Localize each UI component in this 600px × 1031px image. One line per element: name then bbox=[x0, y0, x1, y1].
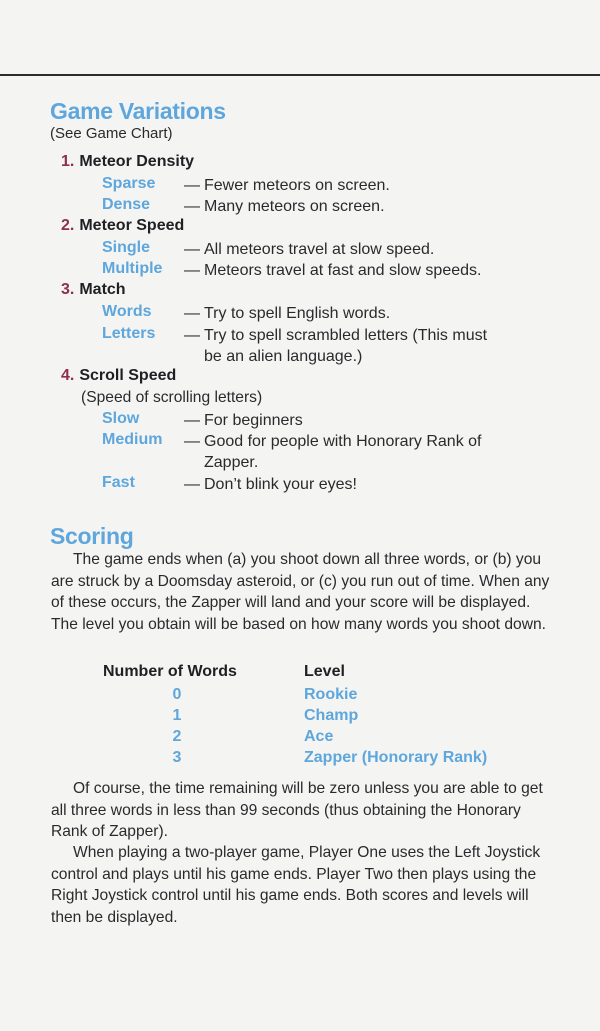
option-desc: — Fewer meteors on screen. bbox=[184, 177, 390, 194]
variation-heading-scroll-speed bbox=[61, 367, 176, 385]
variation-number: 3. bbox=[61, 281, 75, 298]
option-name: Multiple bbox=[102, 260, 163, 277]
table-cell-words: 0 bbox=[172, 686, 182, 703]
table-header-level: Level bbox=[304, 663, 345, 680]
variation-name: Meteor Density bbox=[79, 153, 195, 170]
top-divider bbox=[0, 74, 600, 76]
option-name: Letters bbox=[102, 325, 156, 342]
scoring-paragraph-3: When playing a two-player game, Player One uses the Left Joystick control and plays until his game ends. Player Two then plays using the Right Joystick control until his game ends. Both scores and levels will then be displayed. bbox=[51, 844, 541, 926]
option-desc: — For beginners bbox=[184, 412, 303, 429]
scoring-paragraph-2: Of course, the time remaining will be zero unless you are able to get all three words in less than 99 seconds (thus obtaining the Honorary Rank of Zapper). bbox=[51, 780, 543, 840]
variation-number: 1. bbox=[61, 153, 75, 170]
option-desc: — Meteors travel at fast and slow speeds. bbox=[184, 262, 482, 279]
option-name: Fast bbox=[102, 474, 135, 491]
option-name: Single bbox=[102, 239, 151, 256]
table-cell-level: Champ bbox=[304, 707, 359, 724]
option-name: Medium bbox=[102, 431, 163, 448]
variation-number: 2. bbox=[61, 217, 75, 234]
variation-number: 4. bbox=[61, 367, 75, 384]
game-variations-subtitle: (See Game Chart) bbox=[50, 125, 173, 142]
table-cell-words: 1 bbox=[172, 707, 182, 724]
variation-name: Match bbox=[79, 281, 126, 298]
option-name: Words bbox=[102, 303, 152, 320]
variation-name: Scroll Speed bbox=[79, 367, 177, 384]
option-desc: — Try to spell English words. bbox=[184, 305, 391, 322]
variation-name: Meteor Speed bbox=[79, 217, 185, 234]
table-cell-words: 3 bbox=[172, 749, 182, 766]
table-header-words: Number of Words bbox=[103, 663, 237, 680]
option-name: Sparse bbox=[102, 175, 156, 192]
option-name: Slow bbox=[102, 410, 140, 427]
option-desc: — Many meteors on screen. bbox=[184, 198, 385, 215]
table-cell-level: Rookie bbox=[304, 686, 358, 703]
variation-heading-match bbox=[61, 281, 126, 299]
scoring-paragraph-1: The game ends when (a) you shoot down all three words, or (b) you are struck by a Doomsday asteroid, or (c) you run out of time. When any of these occurs, the Zapper will land and your score will be displayed. The level you obtain will be based on how many words you shoot down. bbox=[51, 551, 550, 633]
scoring-title: Scoring bbox=[50, 523, 134, 549]
option-desc: — Don’t blink your eyes! bbox=[184, 476, 357, 493]
option-name: Dense bbox=[102, 196, 151, 213]
option-desc: — Good for people with Honorary Rank of Zapper. bbox=[184, 433, 482, 471]
option-desc: — All meteors travel at slow speed. bbox=[184, 241, 435, 258]
option-desc: — Try to spell scrambled letters (This must be an alien language.) bbox=[184, 327, 488, 365]
table-cell-level: Zapper (Honorary Rank) bbox=[304, 749, 488, 766]
variation-heading-meteor-density bbox=[61, 153, 194, 171]
table-cell-level: Ace bbox=[304, 728, 334, 745]
table-cell-words: 2 bbox=[172, 728, 182, 745]
scroll-speed-note: (Speed of scrolling letters) bbox=[81, 389, 263, 406]
variation-heading-meteor-speed bbox=[61, 217, 184, 235]
game-variations-title: Game Variations bbox=[50, 98, 226, 124]
